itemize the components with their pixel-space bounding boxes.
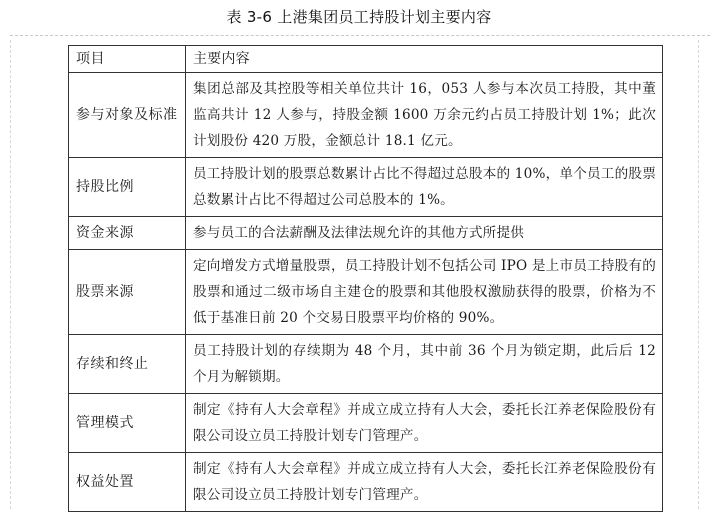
left-margin-guide [10,40,11,509]
table-row [69,217,663,250]
row-label-participants: 参与对象及标准 [69,73,186,158]
row-content-duration: 员工持股计划的存续期为 48 个月，其中前 36 个月为锁定期，此后后 12 个月为解锁期。 [186,335,663,394]
right-margin-guide [698,40,699,509]
row-label-duration: 存续和终止 [69,335,186,394]
table-caption: 表 3-6 上港集团员工持股计划主要内容 [226,8,492,26]
plan-table [68,45,663,512]
table-row [69,73,663,158]
header-content-cell: 主要内容 [186,46,663,73]
row-label-management: 管理模式 [69,394,186,453]
table-row [69,453,663,512]
table-header-row [69,46,663,73]
header-divider [10,35,710,36]
row-content-stock-source: 定向增发方式增量股票，员工持股计划不包括公司 IPO 是上市员工持股有的股票和通过二级市场自主建仓的股票和其他股权激励获得的股票，价格为不低于基准日前 20 个交易日股票平均价格的 90%。 [186,250,663,335]
row-content-management: 制定《持有人大会章程》并成立成立持有人大会，委托长江养老保险股份有限公司设立员工持股计划专门管理产。 [186,394,663,453]
row-content-holding-ratio: 员工持股计划的股票总数累计占比不得超过总股本的 10%，单个员工的股票总数累计占比不得超过公司总股本的 1%。 [186,158,663,217]
row-content-equity-disposal: 制定《持有人大会章程》并成立成立持有人大会，委托长江养老保险股份有限公司设立员工持股计划专门管理产。 [186,453,663,512]
row-label-fund-source: 资金来源 [69,217,186,250]
table-row [69,335,663,394]
row-label-stock-source: 股票来源 [69,250,186,335]
header-item-cell: 项目 [69,46,186,73]
row-label-equity-disposal: 权益处置 [69,453,186,512]
row-content-participants: 集团总部及其控股等相关单位共计 16，053 人参与本次员工持股，其中董监高共计 12 人参与，持股金额 1600 万余元约占员工持股计划 1%；此次计划股份 420 万股，金额总计 18.1 亿元。 [186,73,663,158]
table-row [69,158,663,217]
row-label-holding-ratio: 持股比例 [69,158,186,217]
table-row [69,394,663,453]
row-content-fund-source: 参与员工的合法薪酬及法律法规允许的其他方式所提供 [186,217,663,250]
table-row [69,250,663,335]
